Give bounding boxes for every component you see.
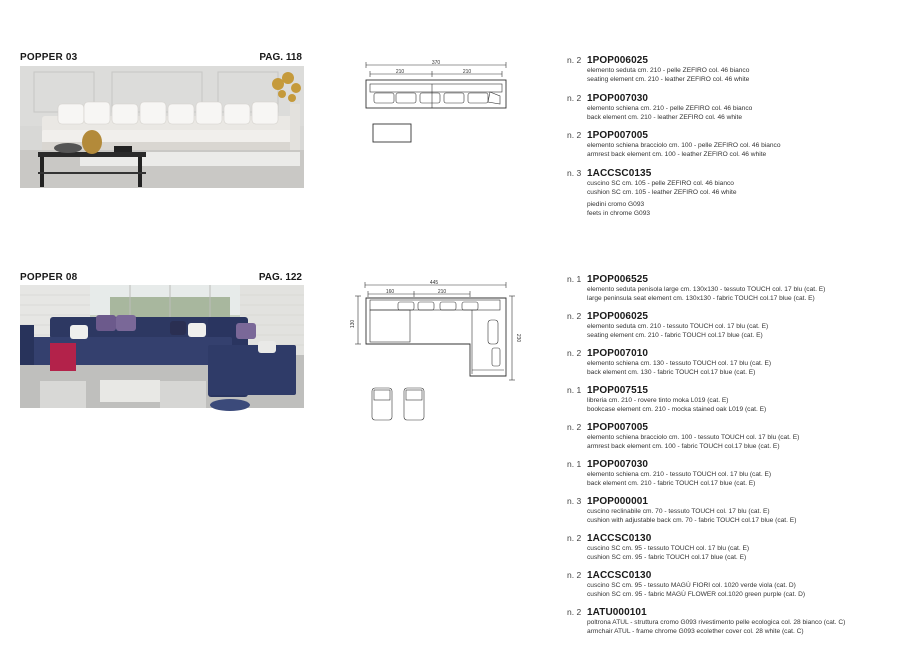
list-item [567,129,897,167]
item-desc-en: cushion SC cm. 95 - fabric MAGÙ FLOWER col.1020 green purple (cat. D) [587,590,806,598]
item-code: 1POP006525 [587,274,649,285]
section-2-title: POPPER 08 [20,272,78,283]
item-qty: n. 2 [567,130,582,140]
item-desc-en: back element cm. 210 - leather ZEFIRO col. 46 white [587,113,743,121]
item-code: 1ATU000101 [587,607,647,618]
item-desc-en: back element cm. 210 - fabric TOUCH col.17 blue (cat. E) [587,479,756,487]
list-item [567,421,897,458]
item-desc-en: large peninsula seat element cm. 130x130 - fabric TOUCH col.17 blue (cat. E) [587,294,815,302]
item-desc-en: seating element cm. 210 - leather ZEFIRO col. 46 white [587,75,750,83]
section-1-dim-segment-1: 210 [395,69,405,75]
item-qty: n. 2 [567,55,582,65]
item-qty: n. 3 [567,496,582,506]
item-qty: n. 2 [567,93,582,103]
item-desc-it: cuscino reclinabile cm. 70 - tessuto TOUCH col. 17 blu (cat. E) [587,508,770,515]
item-desc-en: cushion SC cm. 95 - fabric TOUCH col.17 blue (cat. E) [587,553,747,561]
section-1-dim-total: 370 [431,60,441,66]
item-desc-it: elemento schiena cm. 130 - tessuto TOUCH col. 17 blu (cat. E) [587,360,772,367]
section-1-floorplan [360,58,510,148]
list-item [567,569,897,606]
item-desc-en: cushion SC cm. 105 - leather ZEFIRO col. 46 white [587,188,737,196]
item-qty: n. 2 [567,607,582,617]
section-2-dim-total: 445 [429,280,439,286]
item-qty: n. 2 [567,570,582,580]
item-code: 1ACCSC0135 [587,168,652,179]
item-qty: n. 1 [567,274,582,284]
section-2-dim-side: 230 [515,333,521,343]
item-code: 1POP006025 [587,55,649,66]
item-qty: n. 2 [567,348,582,358]
item-code: 1ACCSC0130 [587,570,652,581]
item-desc-en: bookcase element cm. 210 - mocka stained oak L019 (cat. E) [587,405,767,413]
section-2-photo [20,285,304,408]
section-2-dim-depth: 130 [350,319,356,329]
item-desc-en: armrest back element cm. 100 - fabric TOUCH col.17 blue (cat. E) [587,442,780,450]
item-qty: n. 2 [567,533,582,543]
item-code: 1POP007030 [587,459,649,470]
list-item [567,606,897,642]
item-desc-en: back element cm. 130 - fabric TOUCH col.17 blue (cat. E) [587,368,756,376]
item-code: 1POP007005 [587,130,649,141]
list-item [567,310,897,347]
item-desc-it: elemento seduta penisola large cm. 130x130 - tessuto TOUCH col. 17 blu (cat. E) [587,286,826,293]
item-qty: n. 1 [567,459,582,469]
item-desc-it: cuscino SC cm. 95 - tessuto MAGÙ FIORI col. 1020 verde viola (cat. D) [587,582,796,589]
section-1-photo [20,66,304,188]
item-code: 1POP000001 [587,496,649,507]
item-desc-it: elemento schiena bracciolo cm. 100 - tessuto TOUCH col. 17 blu (cat. E) [587,434,800,441]
section-1-title: POPPER 03 [20,52,78,63]
item-desc-it: elemento schiena cm. 210 - pelle ZEFIRO col. 46 bianco [587,105,753,112]
list-item [567,273,897,310]
feet-note-en: feets in chrome G093 [587,209,651,217]
section-1-dim-segment-2: 210 [462,69,472,75]
item-qty: n. 3 [567,168,582,178]
item-desc-it: elemento schiena cm. 210 - tessuto TOUCH col. 17 blu (cat. E) [587,471,772,478]
section-2-dim-segment-2: 210 [437,289,447,295]
list-item [567,458,897,495]
item-desc-it: elemento seduta cm. 210 - pelle ZEFIRO col. 46 bianco [587,67,750,74]
section-1-code-list [567,54,897,218]
section-2-floorplan [348,276,520,426]
list-item [567,92,897,129]
section-2-dim-segment-1: 160 [385,289,395,295]
item-qty: n. 2 [567,422,582,432]
item-qty: n. 1 [567,385,582,395]
list-item [567,495,897,532]
item-desc-en: cushion with adjustable back cm. 70 - fabric TOUCH col.17 blue (cat. E) [587,516,797,524]
item-desc-it: elemento seduta cm. 210 - tessuto TOUCH col. 17 blu (cat. E) [587,323,769,330]
item-desc-en: seating element cm. 210 - fabric TOUCH col.17 blue (cat. E) [587,331,763,339]
list-item [567,384,897,421]
item-desc-it: elemento schiena bracciolo cm. 100 - pelle ZEFIRO col. 46 bianco [587,142,781,149]
item-code: 1POP007010 [587,348,649,359]
item-desc-en: armrest back element cm. 100 - leather ZEFIRO col. 46 white [587,150,767,158]
item-code: 1POP006025 [587,311,649,322]
section-2-code-list [567,273,897,642]
feet-note-it: piedini cromo G093 [587,201,645,208]
item-desc-it: libreria cm. 210 - rovere tinto moka L019 (cat. E) [587,397,729,404]
item-desc-it: cuscino SC cm. 95 - tessuto TOUCH col. 17 blu (cat. E) [587,545,750,552]
list-item [567,167,897,201]
section-2-page-ref: PAG. 122 [258,272,302,283]
list-item [567,54,897,92]
item-code: 1POP007515 [587,385,649,396]
item-code: 1ACCSC0130 [587,533,652,544]
list-item [567,532,897,569]
item-code: 1POP007005 [587,422,649,433]
list-item [567,347,897,384]
item-desc-en: armchair ATUL - frame chrome G093 ecolether cover col. 28 white (cat. C) [587,627,804,635]
item-qty: n. 2 [567,311,582,321]
item-desc-it: cuscino SC cm. 105 - pelle ZEFIRO col. 46 bianco [587,180,734,187]
section-1-page-ref: PAG. 118 [259,52,302,63]
item-desc-it: poltrona ATUL - struttura cromo G093 rivestimento pelle ecologica col. 28 bianco (cat. C) [587,619,846,626]
item-code: 1POP007030 [587,93,649,104]
